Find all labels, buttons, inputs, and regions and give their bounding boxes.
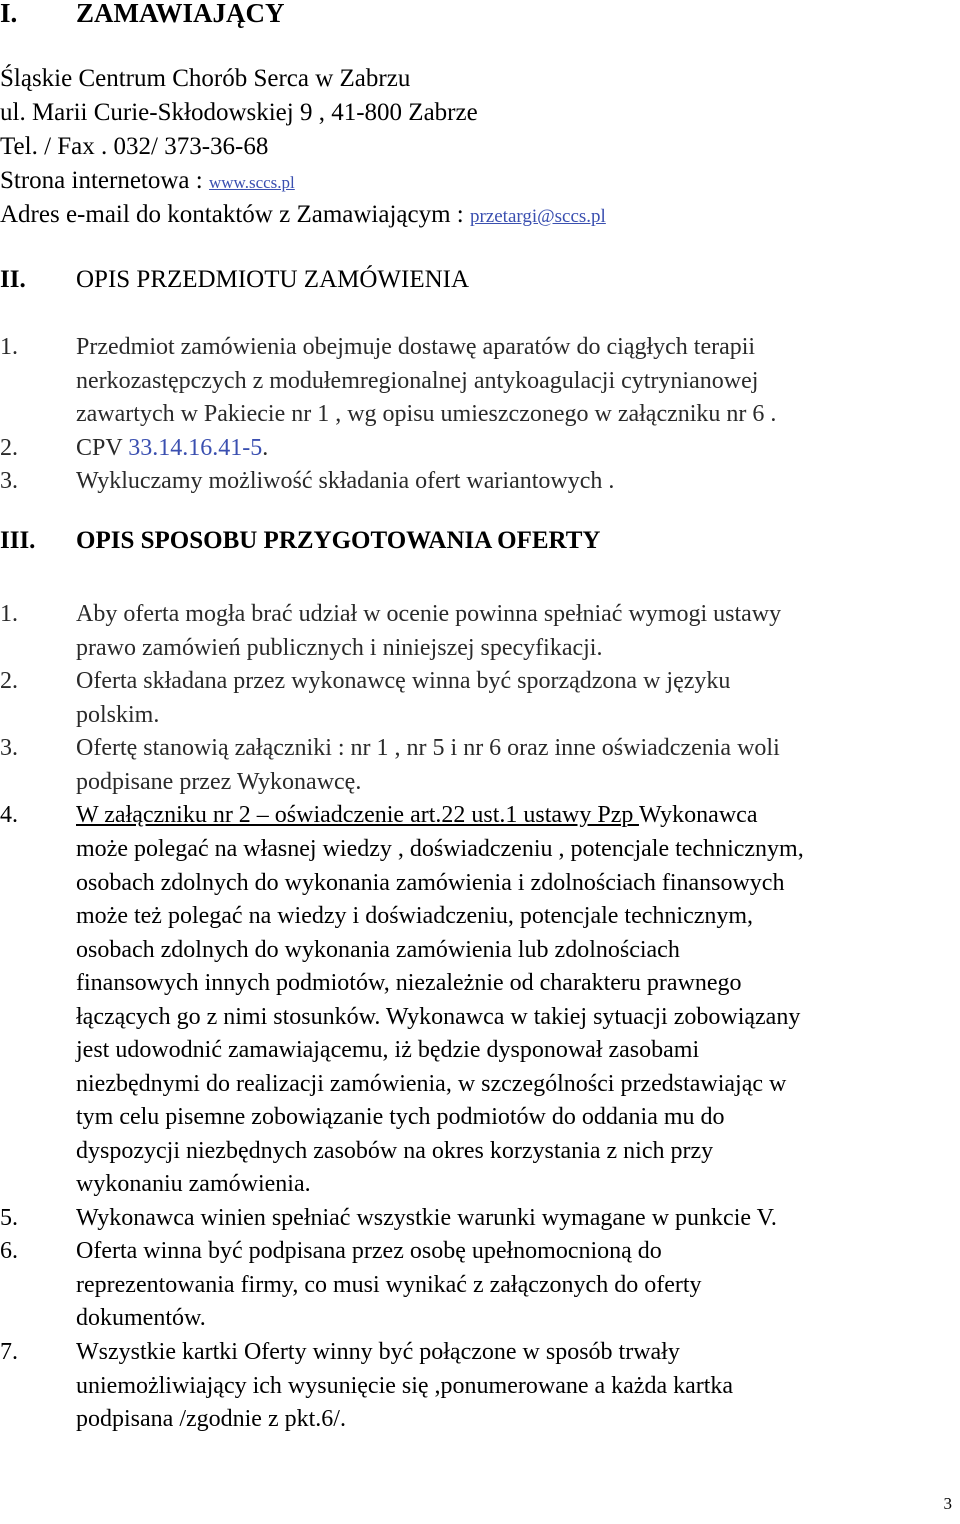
page-number: 3 bbox=[943, 1494, 952, 1513]
org-website-line bbox=[0, 166, 295, 198]
item-line: finansowych innych podmiotów, niezależnie od charakteru prawnego bbox=[76, 970, 742, 996]
item-line: reprezentowania firmy, co musi wynikać z załączonych do oferty bbox=[76, 1272, 702, 1298]
org-name: Śląskie Centrum Chorób Serca w Zabrzu bbox=[0, 65, 411, 92]
item-line: Przedmiot zamówienia obejmuje dostawę aparatów do ciągłych terapii bbox=[76, 334, 756, 360]
item-line: prawo zamówień publicznych i niniejszej specyfikacji. bbox=[76, 635, 603, 661]
org-phone: Tel. / Fax . 032/ 373-36-68 bbox=[0, 133, 269, 160]
item-line: dokumentów. bbox=[76, 1305, 206, 1331]
item-line: tym celu pisemne zobowiązanie tych podmiotów do oddania mu do bbox=[76, 1104, 725, 1130]
section-1-title: ZAMAWIAJĄCY bbox=[76, 0, 285, 28]
item-line: podpisane przez Wykonawcę. bbox=[76, 769, 362, 795]
website-link[interactable]: www.sccs.pl bbox=[208, 173, 295, 192]
item-number: 7. bbox=[0, 1339, 18, 1365]
item-number: 1. bbox=[0, 334, 18, 360]
item-4-first-rest: Wykonawca bbox=[638, 802, 758, 828]
section-3-number: III. bbox=[0, 527, 36, 554]
item-line: osobach zdolnych do wykonania zamówienia lub zdolnościach bbox=[76, 937, 680, 963]
item-line: Wykonawca winien spełniać wszystkie warunki wymagane w punkcie V. bbox=[76, 1205, 777, 1231]
item-4-underlined: W załączniku nr 2 – oświadczenie art.22 ust.1 ustawy Pzp bbox=[76, 802, 639, 828]
item-line: może polegać na własnej wiedzy , doświadczeniu , potencjale technicznym, bbox=[76, 836, 804, 862]
item-number: 1. bbox=[0, 601, 18, 627]
item-line: może też polegać na wiedzy i doświadczeniu, potencjale technicznym, bbox=[76, 903, 754, 929]
cpv-suffix: . bbox=[262, 435, 269, 461]
item-line: Ofertę stanowią załączniki : nr 1 , nr 5 i nr 6 oraz inne oświadczenia woli bbox=[76, 735, 780, 761]
item-line: dyspozycji niezbędnych zasobów na okres korzystania z nich przy bbox=[76, 1138, 714, 1164]
item-line: Aby oferta mogła brać udział w ocenie powinna spełniać wymogi ustawy bbox=[76, 601, 782, 627]
item-line: Wykluczamy możliwość składania ofert wariantowych . bbox=[76, 468, 615, 494]
item-line: nerkozastępczych z modułemregionalnej antykoagulacji cytrynianowej bbox=[76, 368, 759, 394]
org-street: ul. Marii Curie-Skłodowskiej 9 , 41-800 Zabrze bbox=[0, 99, 478, 126]
item-line: Wszystkie kartki Oferty winny być połączone w sposób trwały bbox=[76, 1339, 680, 1365]
item-line: Oferta składana przez wykonawcę winna być sporządzona w języku bbox=[76, 668, 731, 694]
item-line: osobach zdolnych do wykonania zamówienia i zdolnościach finansowych bbox=[76, 870, 785, 896]
item-line: Oferta winna być podpisana przez osobę upełnomocnioną do bbox=[76, 1238, 662, 1264]
item-number: 4. bbox=[0, 802, 18, 828]
item-number: 6. bbox=[0, 1238, 18, 1264]
item-line: łączących go z nimi stosunków. Wykonawca w takiej sytuacji zobowiązany bbox=[76, 1004, 801, 1030]
org-email-line bbox=[0, 200, 606, 232]
cpv-label: CPV bbox=[76, 435, 129, 461]
item-line: niezbędnymi do realizacji zamówienia, w szczególności przedstawiając w bbox=[76, 1071, 787, 1097]
item-line: polskim. bbox=[76, 702, 160, 728]
cpv-line bbox=[76, 435, 268, 462]
item-number: 5. bbox=[0, 1205, 18, 1231]
website-label: Strona internetowa : bbox=[0, 167, 209, 194]
item-line: jest udowodnić zamawiającemu, iż będzie dysponował zasobami bbox=[76, 1037, 700, 1063]
item-number: 3. bbox=[0, 735, 18, 761]
item-line: uniemożliwiający ich wysunięcie się ,ponumerowane a każda kartka bbox=[76, 1373, 734, 1399]
item-line: wykonaniu zamówienia. bbox=[76, 1171, 311, 1197]
email-link[interactable]: przetargi@sccs.pl bbox=[469, 206, 606, 227]
section-2-number: II. bbox=[0, 266, 26, 293]
section-1-number: I. bbox=[0, 0, 18, 28]
section-2-title: OPIS PRZEDMIOTU ZAMÓWIENIA bbox=[76, 266, 470, 293]
item-line: zawartych w Pakiecie nr 1 , wg opisu umieszczonego w załączniku nr 6 . bbox=[76, 401, 777, 427]
section-3-title: OPIS SPOSOBU PRZYGOTOWANIA OFERTY bbox=[76, 527, 601, 554]
item-number: 2. bbox=[0, 668, 18, 694]
item-line: podpisana /zgodnie z pkt.6/. bbox=[76, 1406, 346, 1432]
item-4-first-line bbox=[76, 802, 757, 829]
item-number: 2. bbox=[0, 435, 18, 461]
item-number: 3. bbox=[0, 468, 18, 494]
cpv-code: 33.14.16.41-5 bbox=[128, 435, 263, 461]
email-label: Adres e-mail do kontaktów z Zamawiającym : bbox=[0, 201, 470, 228]
